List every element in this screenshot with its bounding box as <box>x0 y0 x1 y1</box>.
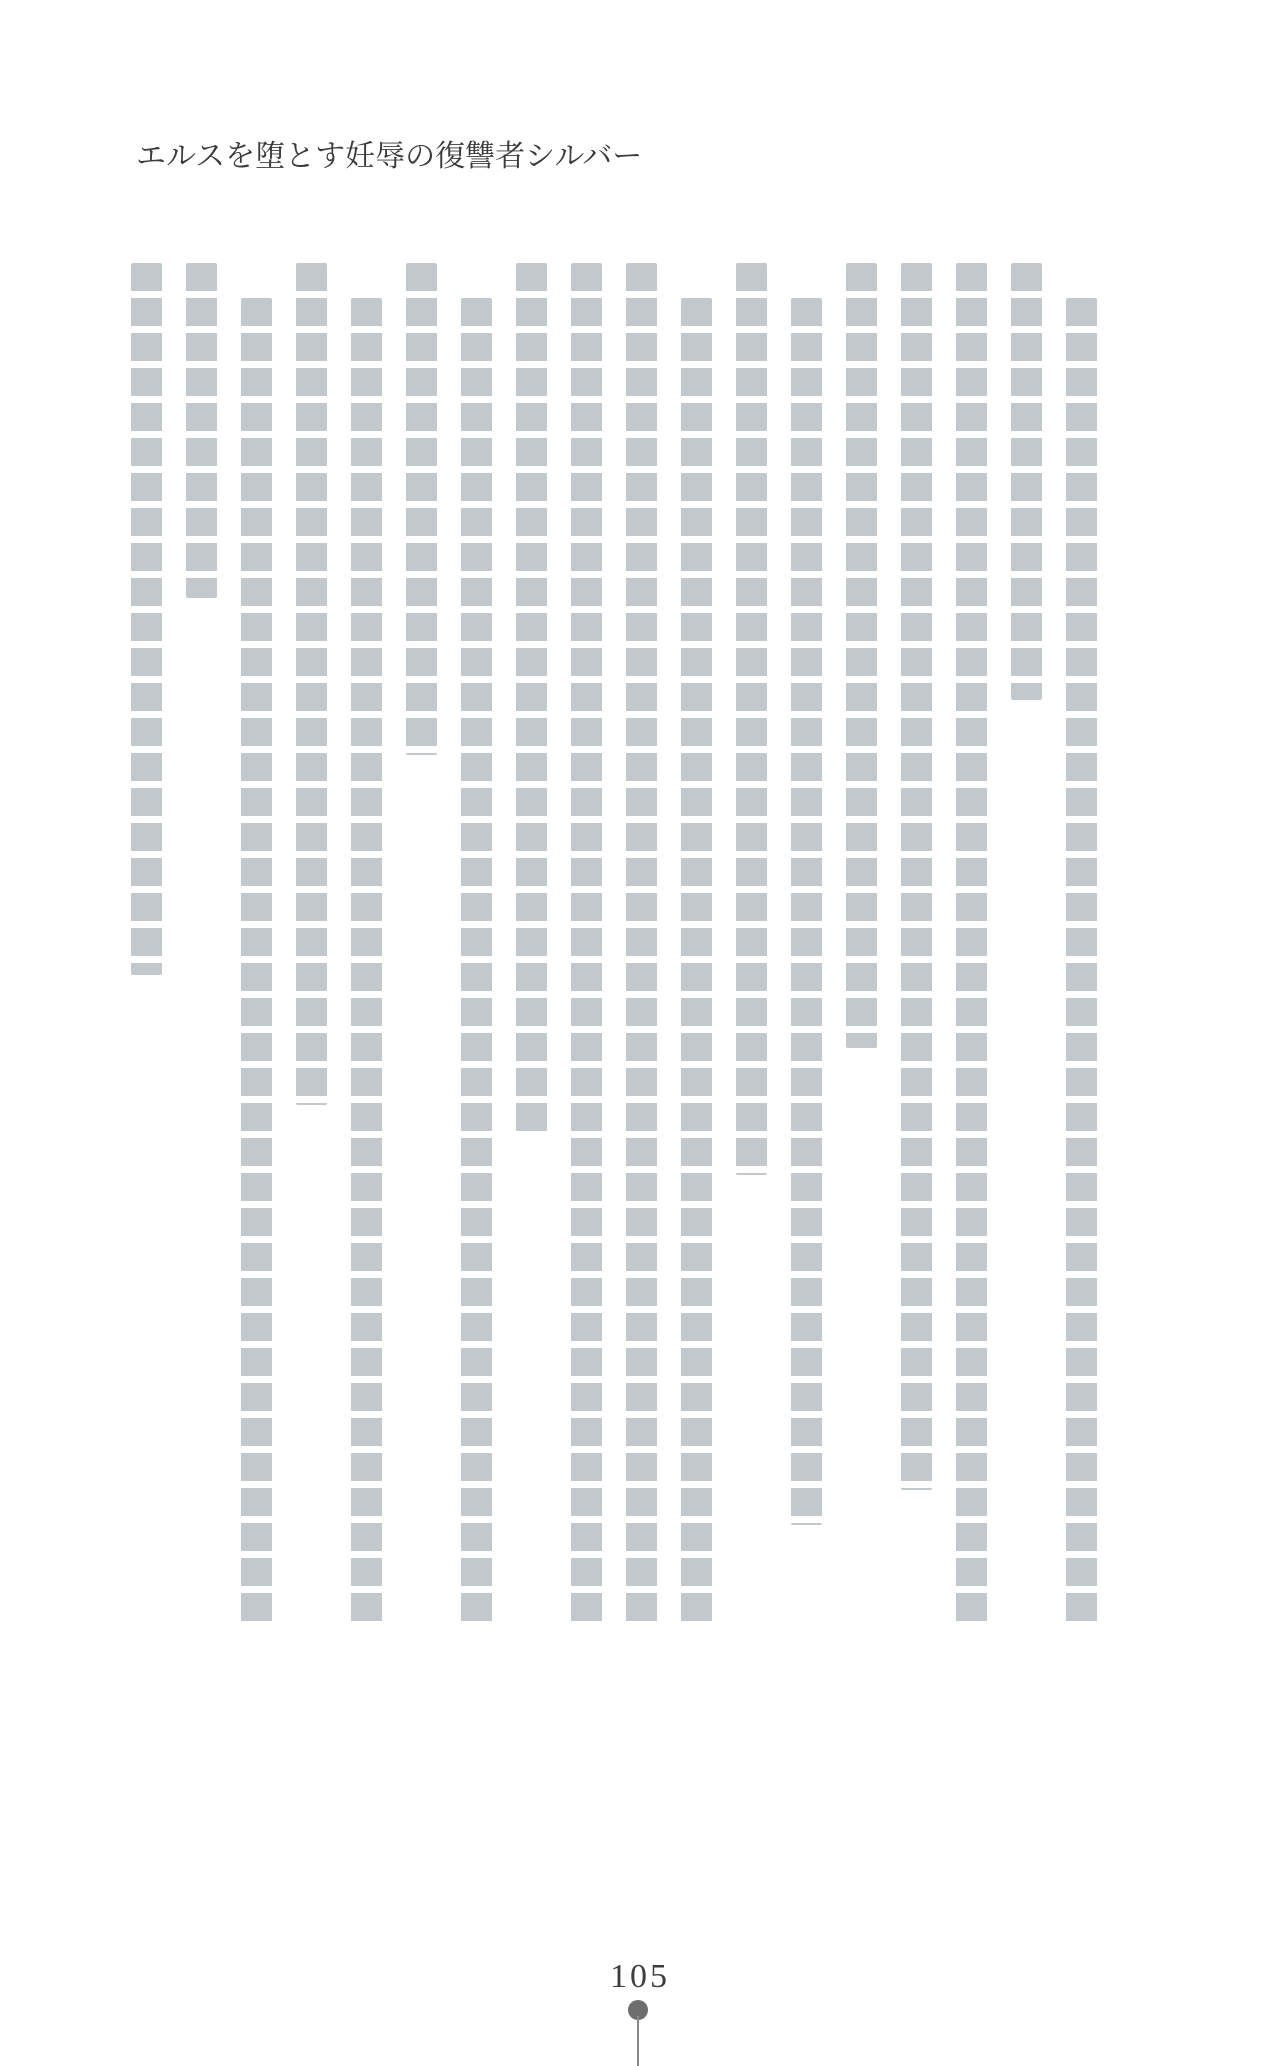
redacted-text-column <box>626 263 657 1628</box>
footer-ornament-line <box>637 2016 639 2066</box>
redacted-text-column <box>186 263 217 598</box>
redacted-text-column <box>901 263 932 1490</box>
redacted-text-column <box>846 263 877 1048</box>
redacted-text-column <box>1066 298 1097 1628</box>
redacted-text-column <box>351 298 382 1628</box>
redacted-text-column <box>516 263 547 1135</box>
redacted-text-column <box>681 298 712 1628</box>
redacted-text-column <box>406 263 437 755</box>
redacted-text-column <box>571 263 602 1628</box>
redacted-text-column <box>956 263 987 1628</box>
page-number: 105 <box>610 1958 670 1995</box>
running-header-title: エルスを堕とす妊辱の復讐者シルバー <box>136 140 643 173</box>
redacted-text-column <box>791 298 822 1525</box>
redacted-text-column <box>296 263 327 1105</box>
redacted-text-column <box>461 298 492 1628</box>
redacted-text-column <box>241 298 272 1628</box>
redacted-text-column <box>131 263 162 975</box>
redacted-text-column <box>1011 263 1042 700</box>
redacted-text-column <box>736 263 767 1175</box>
